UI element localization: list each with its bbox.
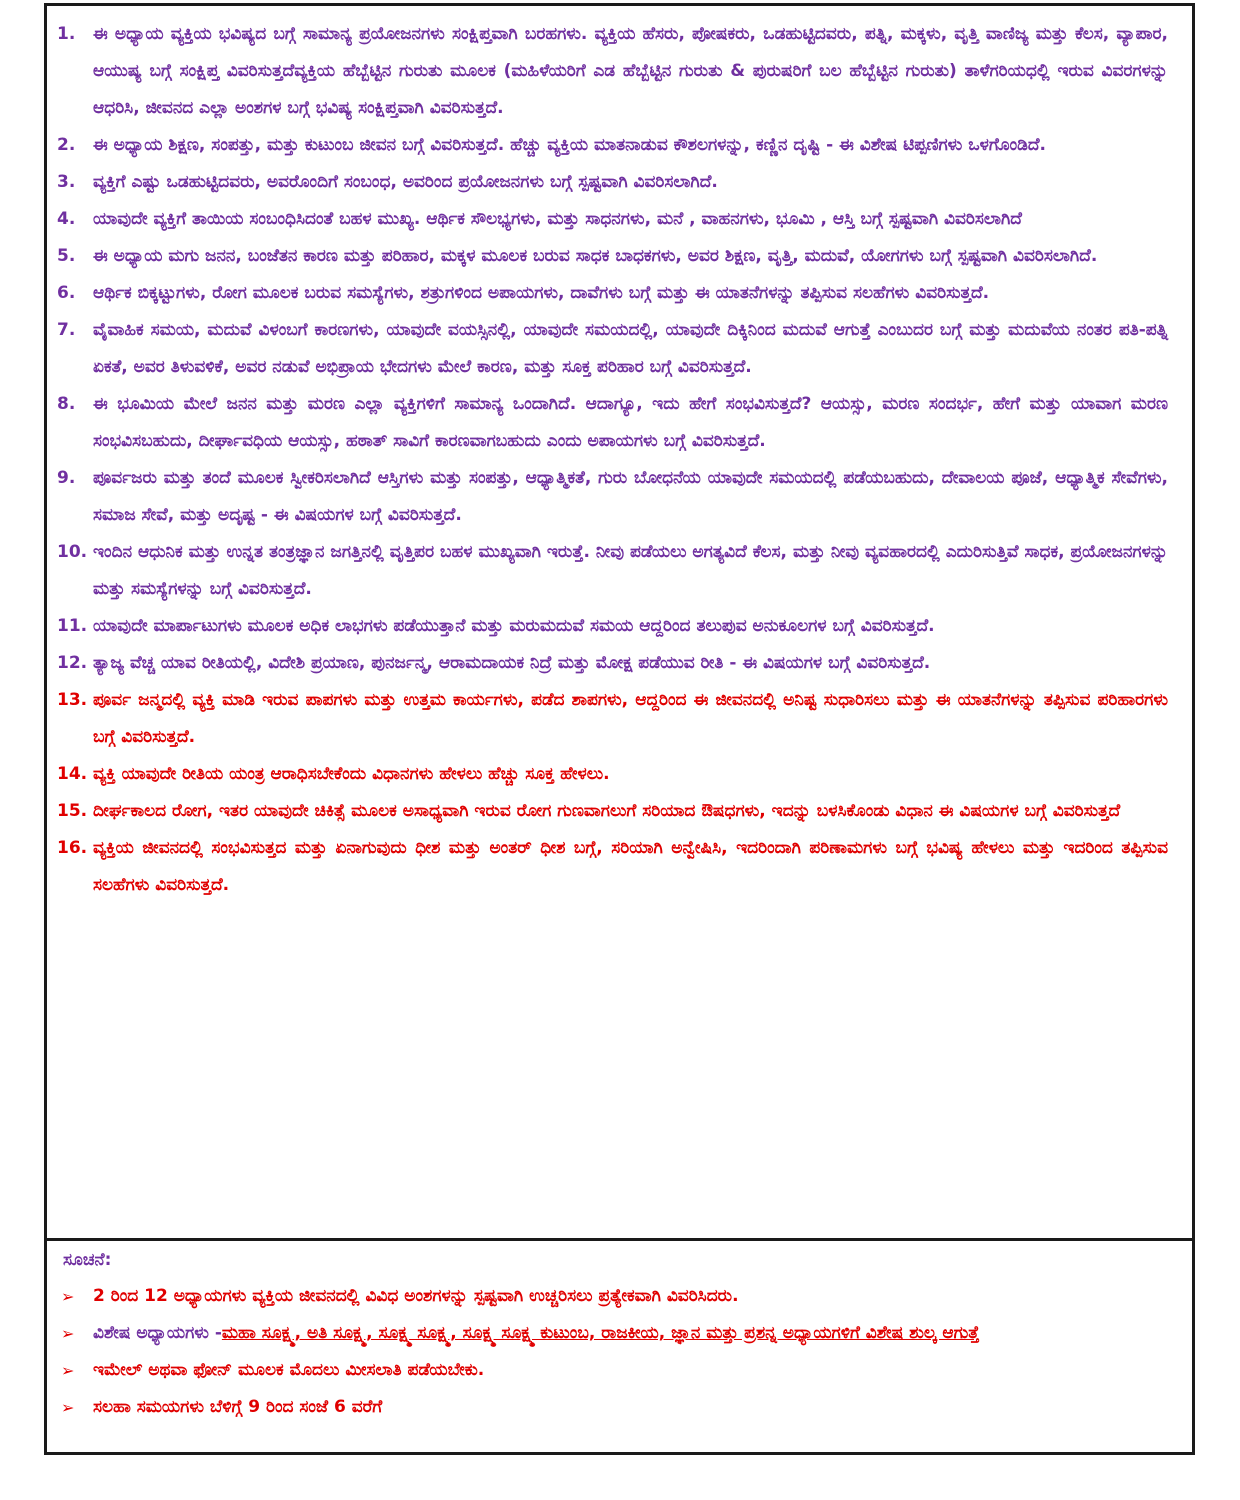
item-text: ಯಾವುದೇ ಮಾರ್ಪಾಟುಗಳು ಮೂಲಕ ಅಧಿಕ ಲಾಭಗಳು ಪಡೆಯುತ್ತಾನೆ ಮತ್ತು ಮರುಮದುವೆ ಸಮಯ ಆದ್ದರಿಂದ ತಲುಪುವ ಅನುಕೂಲಗಳ ಬಗ್ಗೆ ವಿವರಿಸುತ್ತದೆ. <box>93 616 935 636</box>
item-number: 15. <box>57 801 88 821</box>
item-number: 7. <box>57 320 76 340</box>
note-item-4 <box>57 1389 1168 1426</box>
item-number: 3. <box>57 172 76 192</box>
chapter-item-9 <box>57 460 1168 534</box>
note-item-1 <box>57 1278 1168 1315</box>
arrowhead-bullet-icon: ➢ <box>61 1287 75 1306</box>
note-text: ಸಲಹಾ ಸಮಯಗಳು ಬೆಳಿಗ್ಗೆ 9 ರಿಂದ ಸಂಜೆ 6 ವರೆಗೆ <box>93 1397 383 1417</box>
chapter-item-4 <box>57 201 1168 238</box>
chapter-list <box>57 16 1168 904</box>
section-divider <box>47 1238 1192 1241</box>
chapter-item-12 <box>57 645 1168 682</box>
item-text: ಪೂರ್ವ ಜನ್ಮದಲ್ಲಿ ವ್ಯಕ್ತಿ ಮಾಡಿ ಇರುವ ಪಾಪಗಳು ಮತ್ತು ಉತ್ತಮ ಕಾರ್ಯಗಳು, ಪಡೆದ ಶಾಪಗಳು, ಆದ್ದರಿಂದ ಈ ಜೀವನದಲ್ಲಿ ಅನಿಷ್ಟ ಸುಧಾರಿಸಲು ಮತ್ತು ಈ ಯಾತನೆಗಳನ್ನು ತಪ್ಪಿಸುವ ಪರಿಹಾರಗಳು ಬಗ್ಗೆ ವಿವರಿಸುತ್ತದೆ. <box>93 690 1168 747</box>
item-number: 16. <box>57 838 88 858</box>
item-number: 14. <box>57 764 88 784</box>
item-number: 2. <box>57 135 76 155</box>
item-number: 13. <box>57 690 88 710</box>
special-chapters-list: ಮಹಾ ಸೂಕ್ಷ್ಮ, ಅತಿ ಸೂಕ್ಷ್ಮ, ಸೂಕ್ಷ್ಮ ಸೂಕ್ಷ್ಮ, ಸೂಕ್ಷ್ಮ ಸೂಕ್ಷ್ಮ ಕುಟುಂಬ, ರಾಜಕೀಯ, ಜ್ಞಾನ ಮತ್ತು ಪ್ರಶನ್ನ ಅಧ್ಯಾಯಗಳಿಗೆ ವಿಶೇಷ ಶುಲ್ಕ ಆಗುತ್ತೆ <box>221 1323 980 1343</box>
item-number: 10. <box>57 542 88 562</box>
note-text: ಇಮೇಲ್ ಅಥವಾ ಫೋನ್ ಮೂಲಕ ಮೊದಲು ಮೀಸಲಾತಿ ಪಡೆಯಬೇಕು. <box>93 1360 485 1380</box>
document-frame <box>44 3 1195 1455</box>
item-number: 6. <box>57 283 76 303</box>
item-number: 12. <box>57 653 88 673</box>
item-text: ಇಂದಿನ ಆಧುನಿಕ ಮತ್ತು ಉನ್ನತ ತಂತ್ರಜ್ಞಾನ ಜಗತ್ತಿನಲ್ಲಿ ವೃತ್ತಿಪರ ಬಹಳ ಮುಖ್ಯವಾಗಿ ಇರುತ್ತೆ. ನೀವು ಪಡೆಯಲು ಅಗತ್ಯವಿದೆ ಕೆಲಸ, ಮತ್ತು ನೀವು ವ್ಯವಹಾರದಲ್ಲಿ ಎದುರಿಸುತ್ತಿವೆ ಸಾಧಕ, ಪ್ರಯೋಜನಗಳನ್ನು ಮತ್ತು ಸಮಸ್ಯೆಗಳನ್ನು ಬಗ್ಗೆ ವಿವರಿಸುತ್ತದೆ. <box>93 542 1168 599</box>
special-chapters-note <box>93 1315 1168 1352</box>
item-text: ವೈವಾಹಿಕ ಸಮಯ, ಮದುವೆ ವಿಳಂಬಗೆ ಕಾರಣಗಳು, ಯಾವುದೇ ವಯಸ್ಸಿನಲ್ಲಿ, ಯಾವುದೇ ಸಮಯದಲ್ಲಿ, ಯಾವುದೇ ದಿಕ್ಕಿನಿಂದ ಮದುವೆ ಆಗುತ್ತೆ ಎಂಬುದರ ಬಗ್ಗೆ ಮತ್ತು ಮದುವೆಯ ನಂತರ ಪತಿ-ಪತ್ನಿ ಏಕತೆ, ಅವರ ತಿಳುವಳಿಕೆ, ಅವರ ನಡುವೆ ಅಭಿಪ್ರಾಯ ಭೇದಗಳು ಮೇಲೆ ಕಾರಣ, ಮತ್ತು ಸೂಕ್ತ ಪರಿಹಾರ ಬಗ್ಗೆ ವಿವರಿಸುತ್ತದೆ. <box>93 320 1168 377</box>
chapter-item-15 <box>57 793 1168 830</box>
item-text: ವ್ಯಕ್ತಿ ಯಾವುದೇ ರೀತಿಯ ಯಂತ್ರ ಆರಾಧಿಸಬೇಕೆಂದು ವಿಧಾನಗಳು ಹೇಳಲು ಹೆಚ್ಚು ಸೂಕ್ತ ಹೇಳಲು. <box>93 764 610 784</box>
item-number: 5. <box>57 246 76 266</box>
chapter-item-16 <box>57 830 1168 904</box>
item-text: ವ್ಯಕ್ತಿಗೆ ಎಷ್ಟು ಒಡಹುಟ್ಟಿದವರು, ಅವರೊಂದಿಗೆ ಸಂಬಂಧ, ಅವರಿಂದ ಪ್ರಯೋಜನಗಳು ಬಗ್ಗೆ ಸ್ಪಷ್ಟವಾಗಿ ವಿವರಿಸಲಾಗಿದೆ. <box>93 172 718 192</box>
chapter-item-3 <box>57 164 1168 201</box>
item-text: ಈ ಅಧ್ಯಾಯ ವ್ಯಕ್ತಿಯ ಭವಿಷ್ಯದ ಬಗ್ಗೆ ಸಾಮಾನ್ಯ ಪ್ರಯೋಜನಗಳು ಸಂಕ್ಷಿಪ್ತವಾಗಿ ಬರಹಗಳು. ವ್ಯಕ್ತಿಯ ಹೆಸರು, ಪೋಷಕರು, ಒಡಹುಟ್ಟಿದವರು, ಪತ್ನಿ, ಮಕ್ಕಳು, ವೃತ್ತಿ ವಾಣಿಜ್ಯ ಮತ್ತು ಕೆಲಸ, ವ್ಯಾಪಾರ, ಆಯುಷ್ಯ ಬಗ್ಗೆ ಸಂಕ್ಷಿಪ್ತ ವಿವರಿಸುತ್ತದೆವ್ಯಕ್ತಿಯ ಹೆಬ್ಬೆಟ್ಟಿನ ಗುರುತು ಮೂಲಕ (ಮಹಿಳೆಯರಿಗೆ ಎಡ ಹೆಬ್ಬೆಟ್ಟಿನ ಗುರುತು & ಪುರುಷರಿಗೆ ಬಲ ಹೆಬ್ಬೆಟ್ಟಿನ ಗುರುತು) ತಾಳೆಗರಿಯಧಲ್ಲಿ ಇರುವ ವಿವರಗಳನ್ನು ಆಧರಿಸಿ, ಜೀವನದ ಎಲ್ಲಾ ಅಂಶಗಳ ಬಗ್ಗೆ ಭವಿಷ್ಯ ಸಂಕ್ಷಿಪ್ತವಾಗಿ ವಿವರಿಸುತ್ತದೆ. <box>93 24 1168 118</box>
notes-title: ಸೂಚನೆ: <box>63 1250 112 1270</box>
chapter-item-14 <box>57 756 1168 793</box>
chapter-item-8 <box>57 386 1168 460</box>
item-text: ದೀರ್ಘಕಾಲದ ರೋಗ, ಇತರ ಯಾವುದೇ ಚಿಕಿತ್ಸೆ ಮೂಲಕ ಅಸಾಧ್ಯವಾಗಿ ಇರುವ ರೋಗ ಗುಣವಾಗಲುಗೆ ಸರಿಯಾದ ಔಷಧಗಳು, ಇದನ್ನು ಬಳಸಿಕೊಂಡು ವಿಧಾನ ಈ ವಿಷಯಗಳ ಬಗ್ಗೆ ವಿವರಿಸುತ್ತದೆ <box>93 801 1121 821</box>
special-chapters-label: ವಿಶೇಷ ಅಧ್ಯಾಯಗಳು - <box>93 1323 222 1343</box>
item-text: ಯಾವುದೇ ವ್ಯಕ್ತಿಗೆ ತಾಯಿಯ ಸಂಬಂಧಿಸಿದಂತೆ ಬಹಳ ಮುಖ್ಯ. ಆರ್ಥಿಕ ಸೌಲಭ್ಯಗಳು, ಮತ್ತು ಸಾಧನಗಳು, ಮನೆ , ವಾಹನಗಳು, ಭೂಮಿ , ಆಸ್ತಿ ಬಗ್ಗೆ ಸ್ಪಷ್ಟವಾಗಿ ವಿವರಿಸಲಾಗಿದೆ <box>93 209 1022 229</box>
item-number: 11. <box>57 616 88 636</box>
chapter-item-13 <box>57 682 1168 756</box>
item-text: ಈ ಭೂಮಿಯ ಮೇಲೆ ಜನನ ಮತ್ತು ಮರಣ ಎಲ್ಲಾ ವ್ಯಕ್ತಿಗಳಿಗೆ ಸಾಮಾನ್ಯ ಒಂದಾಗಿದೆ. ಆದಾಗ್ಯೂ, ಇದು ಹೇಗೆ ಸಂಭವಿಸುತ್ತದೆ? ಆಯಸ್ಸು, ಮರಣ ಸಂದರ್ಭ, ಹೇಗೆ ಮತ್ತು ಯಾವಾಗ ಮರಣ ಸಂಭವಿಸಬಹುದು, ದೀರ್ಘಾವಧಿಯ ಆಯಸ್ಸು, ಹಠಾತ್ ಸಾವಿಗೆ ಕಾರಣವಾಗಬಹುದು ಎಂದು ಅಪಾಯಗಳು ಬಗ್ಗೆ ವಿವರಿಸುತ್ತದೆ. <box>93 394 1168 451</box>
item-text: ತ್ಯಾಜ್ಯ ವೆಚ್ಚ ಯಾವ ರೀತಿಯಲ್ಲಿ, ವಿದೇಶಿ ಪ್ರಯಾಣ, ಪುನರ್ಜನ್ಮ, ಆರಾಮದಾಯಕ ನಿದ್ರೆ ಮತ್ತು ಮೋಕ್ಷ ಪಡೆಯುವ ರೀತಿ - ಈ ವಿಷಯಗಳ ಬಗ್ಗೆ ವಿವರಿಸುತ್ತದೆ. <box>93 653 931 673</box>
chapter-item-5 <box>57 238 1168 275</box>
arrowhead-bullet-icon: ➢ <box>61 1361 75 1380</box>
chapter-item-7 <box>57 312 1168 386</box>
chapter-item-6 <box>57 275 1168 312</box>
note-item-2 <box>57 1315 1168 1352</box>
chapter-item-11 <box>57 608 1168 645</box>
arrowhead-bullet-icon: ➢ <box>61 1324 75 1343</box>
chapter-item-1 <box>57 16 1168 127</box>
item-text: ವ್ಯಕ್ತಿಯ ಜೀವನದಲ್ಲಿ ಸಂಭವಿಸುತ್ತದ ಮತ್ತು ಏನಾಗುವುದು ಧೀಶ ಮತ್ತು ಅಂತರ್ ಧೀಶ ಬಗ್ಗೆ, ಸರಿಯಾಗಿ ಅನ್ವೇಷಿಸಿ, ಇದರಿಂದಾಗಿ ಪರಿಣಾಮಗಳು ಬಗ್ಗೆ ಭವಿಷ್ಯ ಹೇಳಲು ಮತ್ತು ಇದರಿಂದ ತಪ್ಪಿಸುವ ಸಲಹೆಗಳು ವಿವರಿಸುತ್ತದೆ. <box>93 838 1168 895</box>
item-number: 8. <box>57 394 76 414</box>
item-text: ಪೂರ್ವಜರು ಮತ್ತು ತಂದೆ ಮೂಲಕ ಸ್ವೀಕರಿಸಲಾಗಿದೆ ಆಸ್ತಿಗಳು ಮತ್ತು ಸಂಪತ್ತು, ಆಧ್ಯಾತ್ಮಿಕತೆ, ಗುರು ಬೋಧನೆಯ ಯಾವುದೇ ಸಮಯದಲ್ಲಿ ಪಡೆಯಬಹುದು, ದೇವಾಲಯ ಪೂಜೆ, ಆಧ್ಯಾತ್ಮಿಕ ಸೇವೆಗಳು, ಸಮಾಜ ಸೇವೆ, ಮತ್ತು ಅದೃಷ್ಟ - ಈ ವಿಷಯಗಳ ಬಗ್ಗೆ ವಿವರಿಸುತ್ತದೆ. <box>93 468 1168 525</box>
note-item-3 <box>57 1352 1168 1389</box>
note-text: 2 ರಿಂದ 12 ಅಧ್ಯಾಯಗಳು ವ್ಯಕ್ತಿಯ ಜೀವನದಲ್ಲಿ ವಿವಿಧ ಅಂಶಗಳನ್ನು ಸ್ಪಷ್ಟವಾಗಿ ಉಚ್ಚರಿಸಲು ಪ್ರತ್ಯೇಕವಾಗಿ ವಿವರಿಸಿದರು. <box>93 1286 739 1306</box>
item-number: 9. <box>57 468 76 488</box>
item-number: 1. <box>57 24 76 44</box>
item-number: 4. <box>57 209 76 229</box>
chapter-item-2 <box>57 127 1168 164</box>
arrowhead-bullet-icon: ➢ <box>61 1398 75 1417</box>
item-text: ಆರ್ಥಿಕ ಬಿಕ್ಕಟ್ಟುಗಳು, ರೋಗ ಮೂಲಕ ಬರುವ ಸಮಸ್ಯೆಗಳು, ಶತ್ರುಗಳಿಂದ ಅಪಾಯಗಳು, ದಾವೆಗಳು ಬಗ್ಗೆ ಮತ್ತು ಈ ಯಾತನೆಗಳನ್ನು ತಪ್ಪಿಸುವ ಸಲಹೆಗಳು ವಿವರಿಸುತ್ತದೆ. <box>93 283 990 303</box>
notes-section <box>57 1242 1168 1426</box>
chapter-item-10 <box>57 534 1168 608</box>
item-text: ಈ ಅಧ್ಯಾಯ ಶಿಕ್ಷಣ, ಸಂಪತ್ತು, ಮತ್ತು ಕುಟುಂಬ ಜೀವನ ಬಗ್ಗೆ ವಿವರಿಸುತ್ತದೆ. ಹೆಚ್ಚು ವ್ಯಕ್ತಿಯ ಮಾತನಾಡುವ ಕೌಶಲಗಳನ್ನು, ಕಣ್ಣಿನ ದೃಷ್ಟಿ - ಈ ವಿಶೇಷ ಟಿಪ್ಪಣಿಗಳು ಒಳಗೊಂಡಿದೆ. <box>93 135 1046 155</box>
item-text: ಈ ಅಧ್ಯಾಯ ಮಗು ಜನನ, ಬಂಜೆತನ ಕಾರಣ ಮತ್ತು ಪರಿಹಾರ, ಮಕ್ಕಳ ಮೂಲಕ ಬರುವ ಸಾಧಕ ಬಾಧಕಗಳು, ಅವರ ಶಿಕ್ಷಣ, ವೃತ್ತಿ, ಮದುವೆ, ಯೋಗಗಳು ಬಗ್ಗೆ ಸ್ಪಷ್ಟವಾಗಿ ವಿವರಿಸಲಾಗಿದೆ. <box>93 246 1098 266</box>
